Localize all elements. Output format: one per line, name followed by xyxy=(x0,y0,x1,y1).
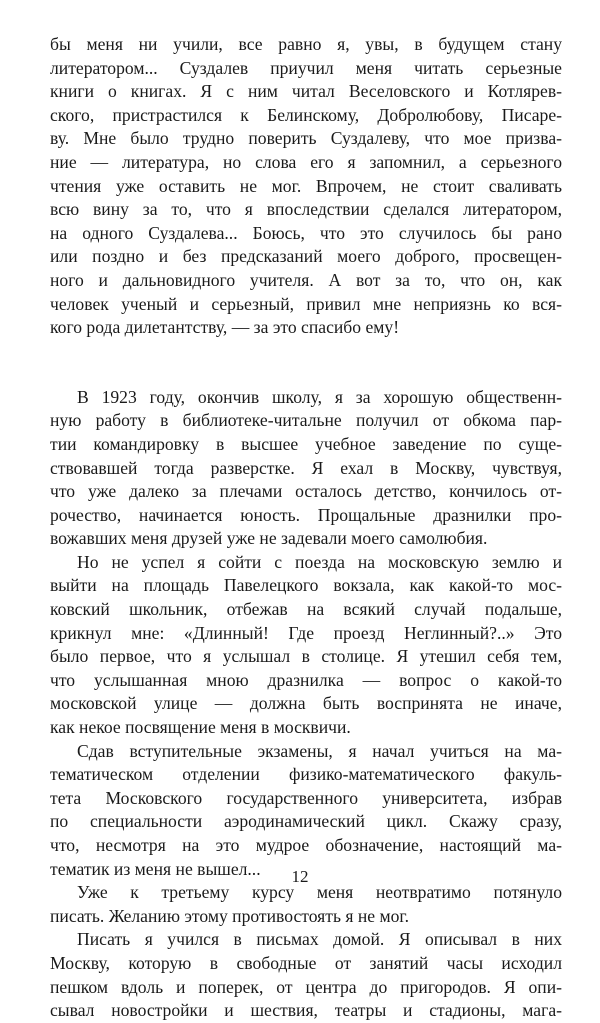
text-line: выйти на площадь Павелецкого вокзала, как какой-то мос- xyxy=(50,575,562,596)
text-line: бы меня ни учили, все равно я, увы, в будущем стану xyxy=(50,34,562,54)
text-line: книги о книгах. Я с ним читал Веселовского и Котлярев- xyxy=(50,81,562,102)
text-line: что, несмотря на это мудрое обозначение, настоящий ма- xyxy=(50,835,562,855)
text-line: что уже далеко за плечами осталось детство, кончилось от- xyxy=(50,481,562,502)
text-line: по специальности аэродинамический цикл. Скажу сразу, xyxy=(50,811,562,832)
text-line: кого рода дилетантству, — за это спасибо ему! xyxy=(50,317,400,338)
text-line: человек ученый и серьезный, привил мне неприязнь ко вся- xyxy=(50,293,562,314)
text-line: рочество, начинается юность. Прощальные дразнилки про- xyxy=(50,504,562,525)
text-line: на одного Суздалева... Боюсь, что это случилось бы рано xyxy=(50,222,562,243)
text-line: ную работу в библиотеке-читальне получил от обкома пар- xyxy=(50,410,562,431)
text-line: сывал новостройки и шествия, театры и стадионы, мага- xyxy=(50,1000,562,1021)
text-line: В 1923 году, окончив школу, я за хорошую общественн- xyxy=(77,386,562,407)
page-number: 12 xyxy=(291,867,309,886)
text-line: Уже к третьему курсу меня неотвратимо потянуло xyxy=(77,882,562,903)
paragraph-3 xyxy=(50,551,562,740)
text-line: Сдав вступительные экзамены, я начал учиться на ма- xyxy=(77,740,562,761)
text-line: Но не успел я сойти с поезда на московскую землю и xyxy=(77,551,562,572)
text-line: вожавших меня друзей уже не задевали моего самолюбия. xyxy=(50,528,488,549)
text-line: ного и дальновидного учителя. А вот за то, что он, как xyxy=(50,269,562,290)
text-line: или поздно и без предсказаний моего доброго, просвещен- xyxy=(50,246,562,267)
text-line: Писать я учился в письмах домой. Я описывал в них xyxy=(77,929,562,950)
text-line: Москву, которую в свободные от занятий часы исходил xyxy=(50,952,562,973)
text-line: московской улице — должна быть воспринята не иначе, xyxy=(50,693,562,714)
text-line: ского, пристрастился к Белинскому, Добролюбову, Писаре- xyxy=(50,104,562,125)
text-line: ствовавшей тогда разверстке. Я ехал в Москву, чувствуя, xyxy=(50,457,562,478)
paragraph-1 xyxy=(50,33,562,340)
text-line: всю вину за то, что я впоследствии сделался литератором, xyxy=(50,199,562,220)
text-line: литератором... Суздалев приучил меня читать серьезные xyxy=(50,57,562,78)
paragraph-5 xyxy=(50,881,562,928)
text-line: ние — литература, но слова его я запомнил, а серьезного xyxy=(50,151,562,172)
paragraph-2 xyxy=(50,386,562,551)
text-line: тета Московского государственного университета, избрав xyxy=(50,787,562,808)
paragraph-6 xyxy=(50,928,562,1022)
text-line: было первое, что я услышал в столице. Я утешил себя тем, xyxy=(50,646,562,667)
text-line: ву. Мне было трудно поверить Суздалеву, что мое призва- xyxy=(50,128,562,149)
section-break xyxy=(50,340,562,386)
text-line: тематик из меня не вышел... xyxy=(50,858,261,879)
text-line: пешком вдоль и поперек, от центра до пригородов. Я опи- xyxy=(50,976,562,997)
text-line: ковский школьник, отбежав на всякий случай подальше, xyxy=(50,599,562,620)
text-line: тематическом отделении физико-математического факуль- xyxy=(50,764,562,785)
text-line: как некое посвящение меня в москвичи. xyxy=(50,717,351,738)
text-line: чтения уже оставить не мог. Впрочем, не стоит сваливать xyxy=(50,175,562,196)
text-line: крикнул мне: «Длинный! Где проезд Неглинный?..» Это xyxy=(50,622,562,643)
text-line: тии командировку в высшее учебное заведение по суще- xyxy=(50,433,562,454)
text-line: писать. Желанию этому противостоять я не мог. xyxy=(50,905,410,926)
paragraph-4 xyxy=(50,740,562,882)
text-line: что услышанная мною дразнилка — вопрос о какой-то xyxy=(50,669,562,690)
